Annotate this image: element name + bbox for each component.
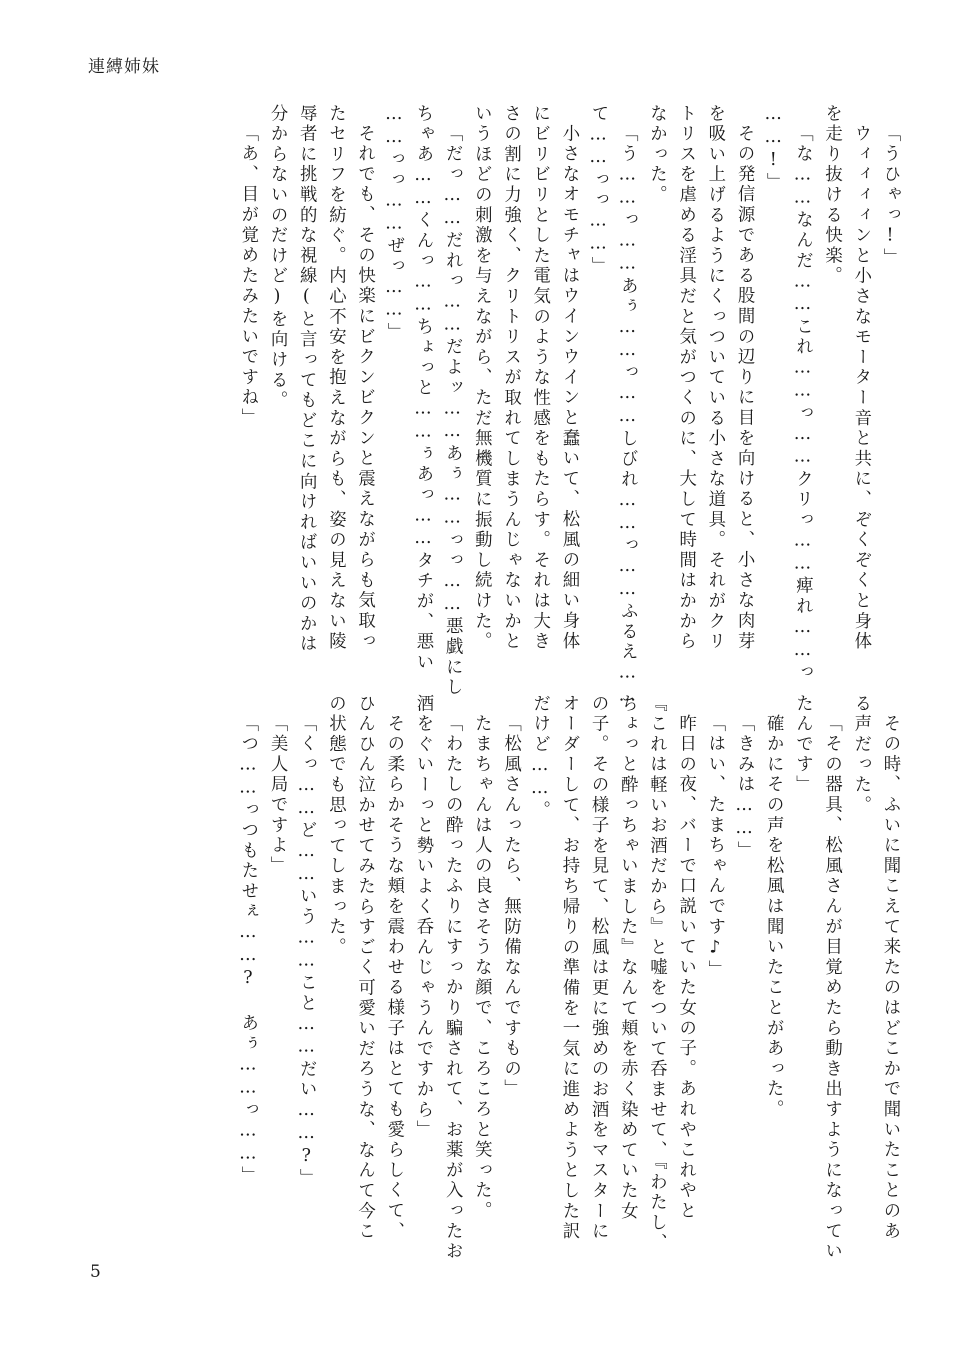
text-column: オーダーして、お持ち帰りの準備を一気に進めようとした訳	[558, 694, 579, 1243]
text-column: ウィィィィンと小さなモーター音と共に、ぞくぞくと身体	[850, 104, 871, 653]
page-number: 5	[90, 1262, 101, 1282]
text-column: たんです」	[792, 694, 813, 796]
text-column: 辱者に挑戦的な視線(と言ってもどこに向ければいいのかは	[296, 104, 317, 655]
text-column: の状態でも思ってしまった。	[325, 694, 346, 958]
text-column: たセリフを紡ぐ。内心不安を抱えながらも、姿の見えない陵	[325, 104, 346, 653]
text-column: トリスを虐める淫具だと気がつくのに、大して時間はかから	[675, 104, 696, 653]
text-column: ……!」	[763, 104, 784, 193]
running-head-title: 連縛姉妹	[88, 57, 160, 77]
text-column: ちゃあ……くんっ……ちょっと……ぅあっ……タチが、悪い	[413, 104, 433, 673]
text-column: 「わたしの酔ったふりにすっかり騙されて、お薬が入ったお	[442, 714, 463, 1263]
text-column: る声だった。	[850, 694, 871, 816]
text-column: ちょっと酔っちゃいました』なんて頬を赤く染めていた女	[617, 694, 638, 1222]
text-column: 昨日の夜、バーで口説いていた女の子。あれやこれやと	[675, 714, 696, 1222]
text-column: その発信源である股間の辺りに目を向けると、小さな肉芽	[734, 124, 755, 653]
text-column: 確かにその声を松風は聞いたことがあった。	[763, 714, 784, 1121]
text-column: その柔らかそうな頬を震わせる様子はとても愛らしくて、	[383, 714, 404, 1243]
text-column: を走り抜ける快楽。	[821, 104, 842, 287]
text-column: 酒をぐいーっと勢いよく呑んじゃうんですから」	[413, 694, 433, 1141]
text-column: だけど……。	[529, 694, 550, 821]
text-column: 「松風さんったら、無防備なんですもの」	[500, 714, 521, 1100]
text-column: の子。その様子を見て、松風は更に強めのお酒をマスターに	[588, 694, 609, 1243]
text-column: その時、ふいに聞こえて来たのはどこかで聞いたことのあ	[880, 714, 900, 1243]
text-column: 「うひゃっ!」	[880, 124, 900, 269]
text-column: 「つ……っつもたせぇ……? あぅ……っ……」	[237, 714, 258, 1187]
text-column: さの割に力強く、クリトリスが取れてしまうんじゃないかと	[500, 104, 521, 653]
text-column: を吸い上げるようにくっついている小さな道具。それがクリ	[704, 104, 725, 653]
text-column: 小さなオモチャはウインウインと蠢いて、松風の細い身体	[558, 124, 579, 653]
text-column: 「きみは……」	[734, 714, 755, 862]
text-column: ……っっ……ぜっ……」	[383, 104, 404, 343]
text-column: 「くっ……ど……いう……こと……だい……?」	[296, 714, 317, 1190]
text-column: 「う……っ……あぅ……っ……しびれ……っ……ふるえ……	[617, 124, 638, 709]
text-column: て……っっ……」	[588, 104, 609, 277]
text-column: 「美人局ですよ」	[267, 714, 288, 877]
upper-text-block	[227, 104, 900, 709]
text-column: 分からないのだけど)を向ける。	[267, 104, 288, 412]
text-column: なかった。	[646, 104, 667, 206]
text-column: にビリビリとした電気のような性感をもたらす。それは大き	[529, 104, 550, 653]
lower-text-block	[227, 694, 900, 1263]
text-column: いうほどの刺激を与えながら、ただ無機質に振動し続けた。	[471, 104, 492, 653]
text-column: 『これは軽いお酒だから』と嘘をついて呑ませて、『わたし、	[646, 694, 667, 1254]
text-column: 「だっ……だれっ……だよッ……あぅ……っっ……悪戯にし	[442, 124, 463, 699]
text-column: たまちゃんは人の良さそうな顔で、ころころと笑った。	[471, 714, 492, 1222]
text-column: 「その器具、松風さんが目覚めたら動き出すようになってい	[821, 714, 842, 1263]
text-column: 「はい、たまちゃんです♪」	[704, 714, 725, 981]
text-column: ひんひん泣かせてみたらすごく可愛いだろうな、なんて今こ	[354, 694, 375, 1243]
text-column: それでも、その快楽にビクンビクンと震えながらも気取っ	[354, 124, 375, 653]
text-column: 「な……なんだ……これ……っ……クリっ……痺れ……っ	[792, 124, 813, 684]
text-column: 「あ、目が覚めたみたいですね」	[237, 124, 258, 429]
